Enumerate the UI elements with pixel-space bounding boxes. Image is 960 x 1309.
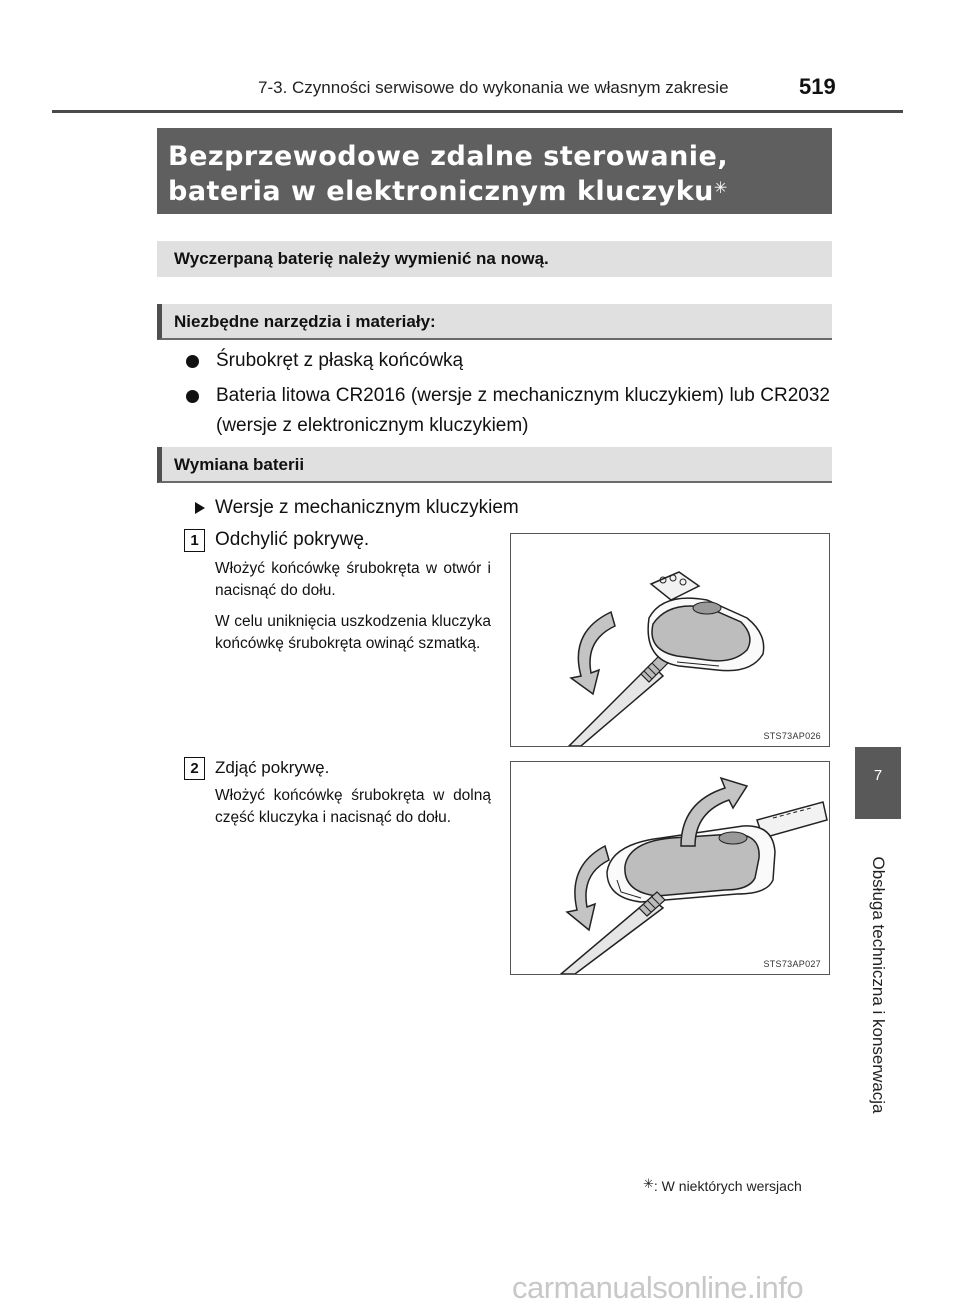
footnote xyxy=(643,1178,802,1195)
asterisk-icon: ✳ xyxy=(713,178,728,197)
step-description xyxy=(215,785,491,838)
step-number: 1 xyxy=(184,529,205,552)
step-paragraph: Włożyć końcówkę śrubokręta w otwór i nacisnąć do dołu. xyxy=(215,560,491,599)
section-title: 7-3. Czynności serwisowe do wykonania we własnym zakresie xyxy=(258,78,729,97)
triangle-right-icon xyxy=(195,502,205,514)
key-cover-illustration xyxy=(511,534,829,746)
tools-heading: Niezbędne narzędzia i materiały: xyxy=(157,304,832,340)
figure-remove-cover xyxy=(510,761,830,975)
watermark: carmanualsonline.info xyxy=(512,1270,804,1305)
chapter-title-line2 xyxy=(168,174,832,209)
chapter-title-line1: Bezprzewodowe zdalne sterowanie, xyxy=(168,141,729,172)
step-paragraph: Włożyć końcówkę śrubokręta w dolną część kluczyka i nacisnąć do dołu. xyxy=(215,787,491,826)
chapter-title xyxy=(157,128,832,214)
figure-open-cover xyxy=(510,533,830,747)
step-title: Odchylić pokrywę. xyxy=(215,529,370,550)
step-description xyxy=(215,558,491,664)
chapter-title-line2-text: bateria w elektronicznym kluczyku xyxy=(168,176,714,207)
replacement-heading: Wymiana baterii xyxy=(157,447,832,483)
header-divider xyxy=(52,110,903,113)
chapter-tab xyxy=(855,747,901,819)
tool-item-text: Bateria litowa CR2016 (wersje z mechanicznym kluczykiem) lub CR2032 (wersje z elektronicznym kluczykiem) xyxy=(216,385,830,436)
figure-code: STS73AP027 xyxy=(763,959,821,969)
bullet-icon xyxy=(186,390,199,403)
bullet-icon xyxy=(186,355,199,368)
footnote-text: : W niektórych wersjach xyxy=(653,1178,802,1194)
asterisk-icon: ✳ xyxy=(643,1176,654,1191)
chapter-side-label: Obsługa techniczna i konserwacja xyxy=(869,856,888,1114)
figure-code: STS73AP026 xyxy=(763,731,821,741)
variant-heading-text: Wersje z mechanicznym kluczykiem xyxy=(215,497,519,518)
chapter-tab-number: 7 xyxy=(873,767,883,784)
key-cover-removal-illustration xyxy=(511,762,829,974)
tool-item-text: Śrubokręt z płaską końcówką xyxy=(216,350,464,371)
step-title: Zdjąć pokrywę. xyxy=(215,758,330,777)
page-number: 519 xyxy=(799,74,836,99)
step-paragraph: W celu uniknięcia uszkodzenia kluczyka końcówkę śrubokręta owinąć szmatką. xyxy=(215,613,491,652)
notice-bar: Wyczerpaną baterię należy wymienić na nową. xyxy=(157,241,832,277)
step-number: 2 xyxy=(184,757,205,780)
